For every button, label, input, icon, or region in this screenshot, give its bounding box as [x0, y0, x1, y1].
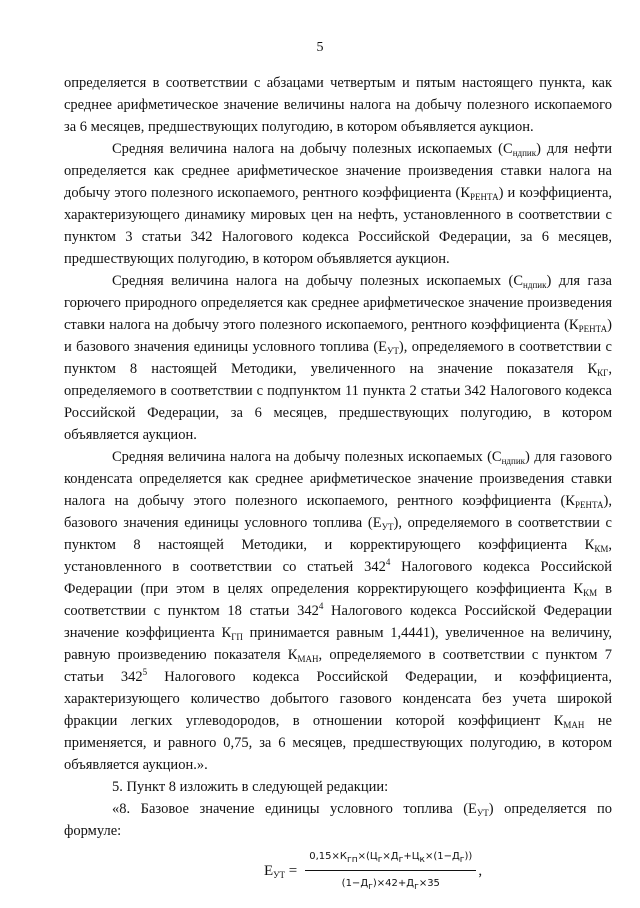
- page-number: 5: [316, 40, 324, 55]
- formula-denominator: $(1-Д_г)\times 42+Д_г\times 35$: [341, 878, 440, 892]
- formula-lhs: $Е_{УТ}$ =: [264, 862, 298, 880]
- paragraph-1: определяется в соответствии с абзацами четвертым и пятым настоящего пункта, как среднее арифметическое значение величины налога на добычу полезного ископаемого за 6 месяцев, предшествующих полугодию, в котором объявляется аукцион.: [64, 75, 612, 135]
- paragraph-oil-tax: Средняя величина налога на добычу полезных ископаемых $(С_{ндпик})$ для нефти определяется как среднее арифметическое значение произведения ставки налога на добычу этого полезного ископаемого, рентного коэффициента $(К_{РЕНТА})$ и коэффициента, характеризующего динамику мировых цен на нефть, установленного в соответствии с пунктом 3 статьи 342 Налогового кодекса Российской Федерации, за 6 месяцев, предшествующих полугодию, в котором объявляется аукцион.: [64, 141, 613, 267]
- formula-eut: [264, 846, 612, 895]
- paragraph-item-8: «8. Базовое значение единицы условного топлива $(Е_{УТ})$ определяется по формуле:: [64, 801, 612, 839]
- formula-fraction: [305, 846, 476, 895]
- document-body: [64, 72, 612, 895]
- formula-numerator: $0,15\times К_{гп}\times(Ц_г\times Д_г+Ц_к\times(1-Д_г))$: [305, 846, 476, 871]
- paragraph-gas-tax: Средняя величина налога на добычу полезных ископаемых $(С_{ндпик})$ для газа горючего природного определяется как среднее арифметическое значение произведения ставки налога на добычу этого полезного ископаемого, рентного коэффициента $(К_{РЕНТА})$ и базового значения единицы условного топлива $(Е_{УТ})$, определяемого в соответствии с пунктом 8 настоящей Методики, увеличенного на значение показателя $К_{КГ}$, определяемого в соответствии с подпунктом 11 пункта 2 статьи 342 Налогового кодекса Российской Федерации, за 6 месяцев, предшествующих полугодию, в котором объявляется аукцион.: [64, 273, 612, 443]
- formula-comma: ,: [478, 862, 483, 879]
- paragraph-condensate-tax: Средняя величина налога на добычу полезных ископаемых $(С_{ндпик})$ для газового конденсата определяется как среднее арифметическое значение произведения ставки налога на добычу этого полезного ископаемого, рентного коэффициента $(К_{РЕНТА})$, базового значения единицы условного топлива $(Е_{УТ})$, определяемого в соответствии с пунктом 8 настоящей Методики, и корректирующего коэффициента $К_{КМ}$, установленного в соответствии со статьей $342^4$ Налогового кодекса Российской Федерации (при этом в целях определения корректирующего коэффициента $К_{КМ}$ в соответствии с пунктом 18 статьи $342^4$ Налогового кодекса Российской Федерации значение коэффициента $К_{ГП}$ принимается равным 1,4441), увеличенное на величину, равную произведению показателя $К_{МАН}$, определяемого в соответствии с пунктом 7 статьи $342^5$ Налогового кодекса Российской Федерации, и коэффициента, характеризующего количество добытого газового конденсата без учета широкой фракции легких углеводородов, в отношении которой коэффициент $К_{МАН}$ не применяется, и равного 0,75, за 6 месяцев, предшествующих полугодию, в котором объявляется аукцион.».: [64, 449, 613, 773]
- paragraph-item-5: 5. Пункт 8 изложить в следующей редакции:: [112, 779, 389, 795]
